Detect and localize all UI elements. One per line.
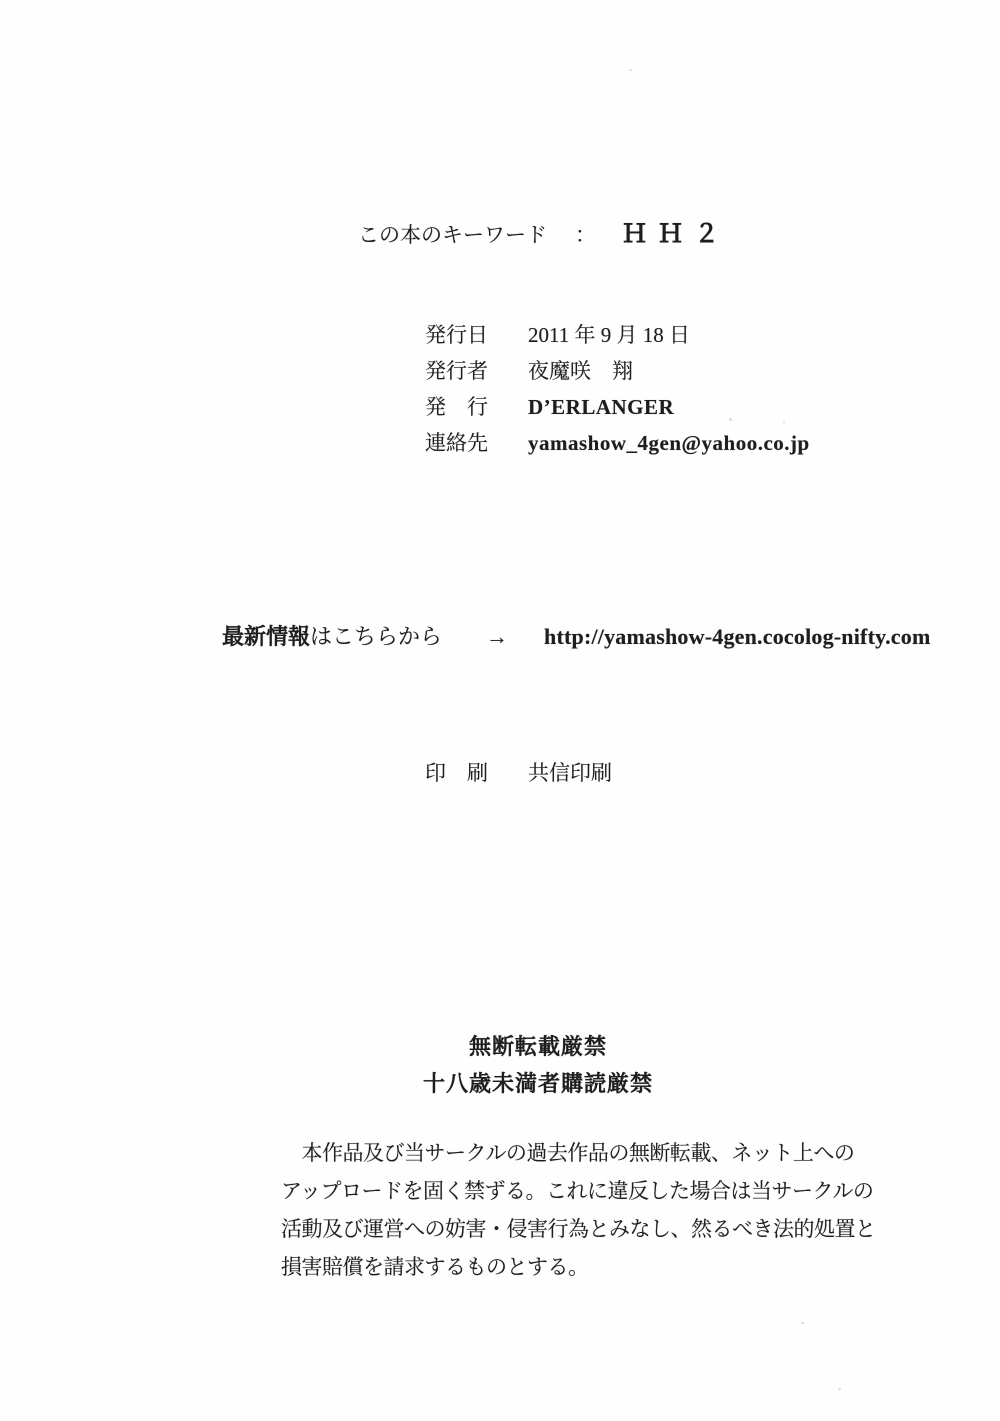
legal-line-1: 本作品及び当サークルの過去作品の無断転載、ネット上への xyxy=(281,1141,855,1165)
blog-url: http://yamashow-4gen.cocolog-nifty.com xyxy=(544,624,931,649)
colophon-block xyxy=(425,317,810,461)
scan-speck xyxy=(838,1388,841,1390)
scan-speck xyxy=(783,421,785,423)
arrow-icon: → xyxy=(486,624,509,649)
colophon-row-publisher xyxy=(425,353,810,389)
notice-no-reproduction: 無断転載厳禁 xyxy=(468,1034,607,1059)
colophon-row-circle xyxy=(425,389,810,425)
notice-age-restriction: 十八歳未満者購読厳禁 xyxy=(422,1071,653,1096)
scan-speck xyxy=(729,418,732,421)
colophon-row-publish-date xyxy=(425,317,810,353)
legal-paragraph xyxy=(281,1134,876,1286)
contact-email: yamashow_4gen@yahoo.co.jp xyxy=(528,431,810,455)
printing-label: 印 刷 xyxy=(425,761,488,785)
publisher-label: 発行者 xyxy=(425,359,488,383)
printing-row xyxy=(425,757,612,787)
scan-speck xyxy=(801,1322,804,1324)
legal-line-4: 損害賠償を請求するものとする。 xyxy=(281,1255,589,1279)
contact-label: 連絡先 xyxy=(425,431,488,455)
latest-info-line xyxy=(222,620,931,651)
legal-line-3: 活動及び運営への妨害・侵害行為とみなし、然るべき法的処置と xyxy=(281,1217,876,1241)
keyword-label: この本のキーワード xyxy=(358,223,547,247)
legal-line-2: アップロードを固く禁ずる。これに違反した場合は当サークルの xyxy=(281,1179,874,1203)
publish-date-value: 2011 年 9 月 18 日 xyxy=(528,323,690,347)
keyword-line xyxy=(358,214,730,250)
printing-value: 共信印刷 xyxy=(528,761,612,785)
publisher-value: 夜魔咲 翔 xyxy=(528,359,633,383)
keyword-value: ＨＨ２ xyxy=(622,221,731,248)
circle-label: 発 行 xyxy=(425,395,488,419)
notice-block xyxy=(76,1028,1000,1102)
publish-date-label: 発行日 xyxy=(425,323,488,347)
colophon-row-contact xyxy=(425,425,810,461)
latest-info-label-rest: はこちらから xyxy=(310,624,443,649)
circle-value: D’ERLANGER xyxy=(528,395,675,419)
latest-info-label-emphasis: 最新情報 xyxy=(222,624,311,649)
scan-speck xyxy=(629,69,632,71)
keyword-separator: ： xyxy=(575,223,596,247)
